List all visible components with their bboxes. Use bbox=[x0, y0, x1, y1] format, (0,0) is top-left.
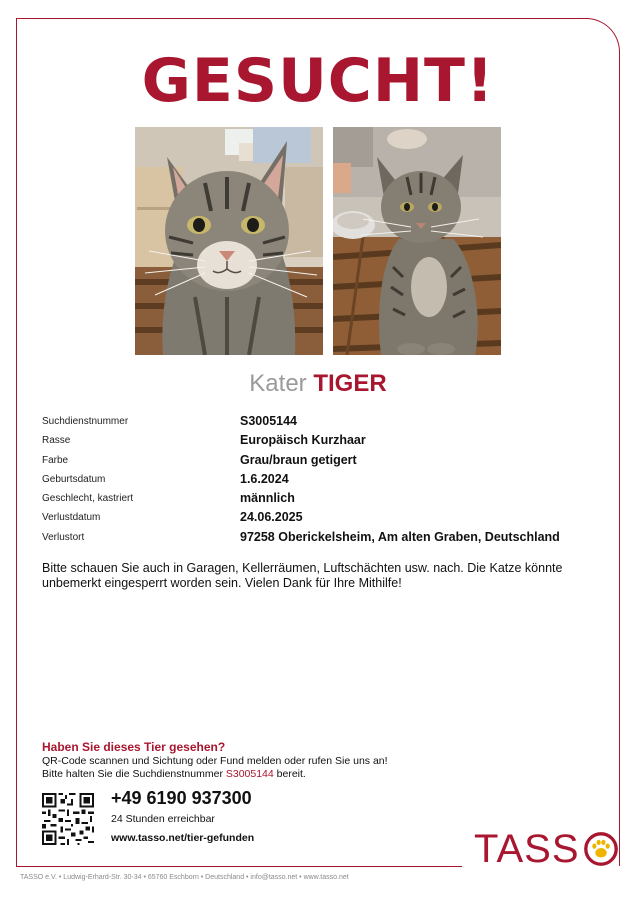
fact-row-sex bbox=[42, 491, 602, 510]
contact-line-2-post: bereit. bbox=[276, 767, 306, 780]
cat-portrait-image bbox=[135, 127, 323, 355]
contact-phone[interactable]: +49 6190 937300 bbox=[111, 788, 252, 808]
fact-row-id bbox=[42, 414, 602, 433]
footer-address: TASSO e.V. • Ludwig-Erhard-Str. 30-34 • 65760 Eschborn • Deutschland • info@tasso.net • www.tasso.net bbox=[20, 874, 349, 881]
poster-frame-bottom bbox=[16, 866, 462, 867]
fact-label: Suchdienstnummer bbox=[42, 416, 129, 427]
fact-row-lost-place bbox=[42, 530, 602, 549]
animal-name-value: TIGER bbox=[313, 370, 387, 397]
animal-name bbox=[0, 368, 636, 400]
tasso-logo bbox=[474, 826, 620, 872]
cat-sitting-image bbox=[333, 127, 501, 355]
fact-value: 24.06.2025 bbox=[240, 510, 303, 525]
fact-value: männlich bbox=[240, 491, 295, 506]
headline: GESUCHT! bbox=[141, 46, 495, 116]
contact-block bbox=[42, 740, 562, 780]
fact-label: Geschlecht, kastriert bbox=[42, 493, 134, 505]
fact-value: Europäisch Kurzhaar bbox=[240, 433, 366, 448]
facts-table bbox=[42, 414, 602, 549]
contact-line-2 bbox=[42, 768, 562, 781]
fact-value: 97258 Oberickelsheim, Am alten Graben, Deutschland bbox=[240, 529, 560, 544]
fact-label: Rasse bbox=[42, 435, 71, 447]
fact-label: Geburtsdatum bbox=[42, 473, 106, 485]
fact-label: Farbe bbox=[42, 454, 69, 466]
cat-photo-portrait bbox=[135, 127, 323, 355]
fact-value: S3005144 bbox=[240, 414, 298, 428]
qr-code[interactable] bbox=[42, 793, 94, 845]
fact-row-color bbox=[42, 453, 602, 472]
contact-url-link[interactable]: www.tasso.net/tier-gefunden bbox=[111, 832, 255, 844]
contact-search-id: S3005144 bbox=[225, 767, 274, 780]
fact-row-lost-date bbox=[42, 510, 602, 529]
fact-value: Grau/braun getigert bbox=[240, 452, 357, 467]
fact-label: Verlustort bbox=[42, 531, 85, 543]
fact-row-breed bbox=[42, 433, 602, 452]
fact-label: Verlustdatum bbox=[42, 512, 101, 524]
paw-icon bbox=[582, 830, 620, 868]
contact-hours: 24 Stunden erreichbar bbox=[111, 813, 215, 825]
fact-row-birth bbox=[42, 472, 602, 491]
logo-wordmark: TASS bbox=[474, 827, 580, 871]
contact-title: Haben Sie dieses Tier gesehen? bbox=[42, 740, 226, 754]
animal-kind: Kater bbox=[249, 370, 307, 397]
cat-photo-sitting bbox=[333, 127, 501, 355]
contact-line-1: QR-Code scannen und Sichtung oder Fund melden oder rufen Sie uns an! bbox=[42, 755, 388, 767]
search-note: Bitte schauen Sie auch in Garagen, Kellerräumen, Luftschächten usw. nach. Die Katze könnte unbemerkt eingesperrt worden sein. Vielen Dank für Ihre Mithilfe! bbox=[42, 561, 563, 590]
fact-value: 1.6.2024 bbox=[240, 471, 289, 486]
contact-line-2-pre: Bitte halten Sie die Suchdienstnummer bbox=[42, 767, 223, 780]
